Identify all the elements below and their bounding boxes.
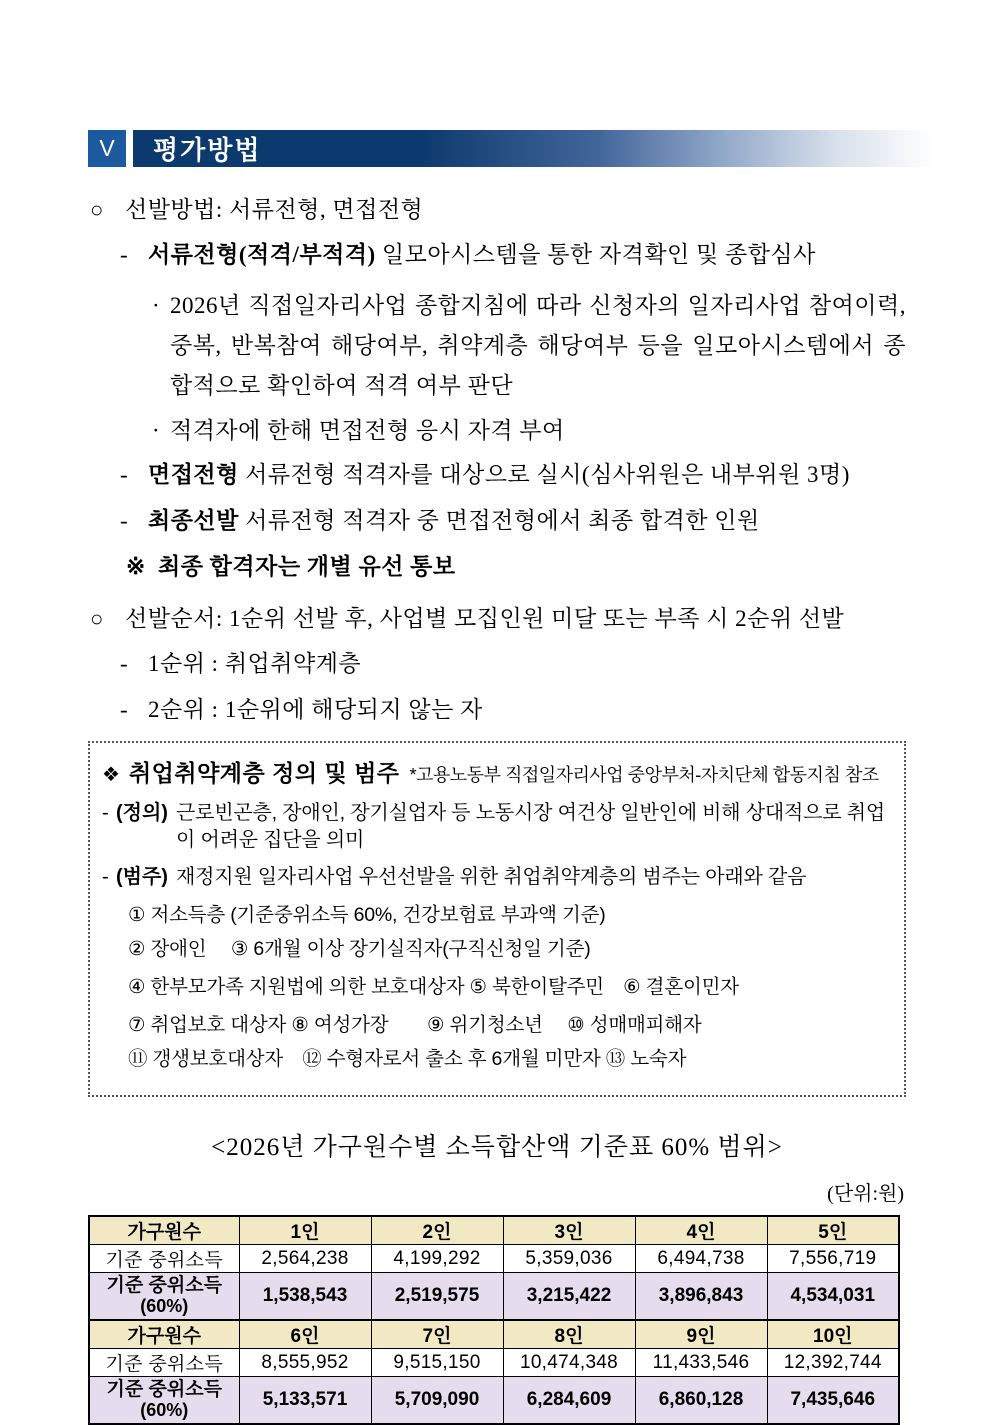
header-cell: 10인 [767, 1320, 899, 1349]
table-header-row [89, 1320, 899, 1349]
table-title: <2026년 가구원수별 소득합산액 기준표 60% 범위> [211, 1134, 783, 1161]
income-table [88, 1215, 900, 1425]
category-line: ⑦ 취업보호 대상자 ⑧ 여성가장 ⑨ 위기청소년 ⑩ 성매매피해자 [128, 1014, 702, 1036]
body-line: ○ 선발순서: 1순위 선발 후, 사업별 모집인원 미달 또는 부족 시 2순위 선발 [88, 604, 906, 634]
value-cell: 1,538,543 [239, 1273, 371, 1321]
section-title: 평가방법 [153, 135, 262, 165]
value-cell: 4,199,292 [371, 1245, 503, 1273]
header-cell: 3인 [503, 1216, 635, 1245]
body-line: - 최종선발 서류전형 적격자 중 면접전형에서 최종 합격한 인원 [88, 506, 906, 536]
box-definitions [102, 800, 894, 891]
dash-marker: - [102, 866, 109, 888]
header-cell: 6인 [239, 1320, 371, 1349]
category-line: ② 장애인 ③ 6개월 이상 장기실직자(구직신청일 기준) [128, 938, 591, 960]
body-line: - 1순위 : 취업취약계층 [88, 649, 906, 679]
bold-text: 최종선발 [148, 508, 239, 533]
box-category-list [102, 903, 894, 1072]
value-cell: 10,474,348 [503, 1349, 635, 1377]
bullet-marker: - [120, 508, 129, 533]
bullet-marker: ○ [90, 606, 104, 631]
median60-income-row [89, 1273, 899, 1321]
value-cell: 9,515,150 [371, 1349, 503, 1377]
category-line: ① 저소득층 (기준중위소득 60%, 건강보험료 부과액 기준) [128, 904, 606, 926]
definition-text: 근로빈곤층, 장애인, 장기실업자 등 노동시장 여건상 일반인에 비해 상대적으로 취업이 어려운 집단을 의미 [175, 802, 885, 851]
median-income-row [89, 1349, 899, 1377]
header-cell: 1인 [239, 1216, 371, 1245]
definition-label: (범주) [116, 866, 168, 888]
diamond-icon: ❖ [102, 764, 120, 786]
label-line1: 기준 중위소득 [106, 1275, 222, 1296]
value-cell: 12,392,744 [767, 1349, 899, 1377]
bullet-marker: ○ [90, 197, 104, 222]
box-definition-item [102, 800, 894, 854]
label-line2: (60%) [140, 1296, 189, 1316]
bold-text: 면접전형 [148, 462, 239, 487]
box-title: 취업취약계층 정의 및 범주 [128, 760, 400, 786]
header-cell: 5인 [767, 1216, 899, 1245]
body-list [88, 195, 906, 725]
value-cell: 5,133,571 [239, 1377, 371, 1425]
header-cell: 9인 [635, 1320, 767, 1349]
body-line: · 적격자에 한해 면접전형 응시 자격 부여 [88, 416, 906, 446]
section-number: V [88, 130, 126, 167]
category-line: ⑪ 갱생보호대상자 ⑫ 수형자로서 출소 후 6개월 미만자 ⑬ 노숙자 [128, 1048, 687, 1070]
bullet-marker: · [152, 418, 161, 443]
value-cell: 2,564,238 [239, 1245, 371, 1273]
value-cell: 6,494,738 [635, 1245, 767, 1273]
body-line: ○ 선발방법: 서류전형, 면접전형 [88, 195, 906, 225]
definition-text: 재정지원 일자리사업 우선선발을 위한 취업취약계층의 범주는 아래와 같음 [175, 866, 807, 888]
row-label-cell [89, 1273, 239, 1321]
value-cell: 11,433,546 [635, 1349, 767, 1377]
bold-text: 서류전형(적격/부적격) [148, 242, 376, 267]
header-cell: 2인 [371, 1216, 503, 1245]
value-cell: 2,519,575 [371, 1273, 503, 1321]
body-line: - 면접전형 서류전형 적격자를 대상으로 실시(심사위원은 내부위원 3명) [88, 460, 906, 490]
content-area [88, 130, 906, 1425]
median60-income-row [89, 1377, 899, 1425]
body-line: · 2026년 직접일자리사업 종합지침에 따라 신청자의 일자리사업 참여이력, 중복, 반복참여 해당여부, 취약계층 해당여부 등을 일모아시스템에서 종합적으로 확인하여 적격 여부 판단 [88, 286, 906, 406]
body-line: - 2순위 : 1순위에 해당되지 않는 자 [88, 695, 906, 725]
value-cell: 5,359,036 [503, 1245, 635, 1273]
category-line: ④ 한부모가족 지원법에 의한 보호대상자 ⑤ 북한이탈주민 ⑥ 결혼이민자 [128, 976, 739, 998]
label-line2: (60%) [140, 1400, 189, 1420]
corner-label-cell: 가구원수 [89, 1320, 239, 1349]
header-cell: 4인 [635, 1216, 767, 1245]
row-label-cell [89, 1377, 239, 1425]
bullet-marker: - [120, 651, 129, 676]
value-cell: 3,215,422 [503, 1273, 635, 1321]
median-income-row [89, 1245, 899, 1273]
section-header [88, 130, 934, 167]
row-label-cell: 기준 중위소득 [89, 1245, 239, 1273]
section-title-bar [133, 130, 934, 167]
box-definition-item [102, 864, 894, 891]
unit-note: (단위:원) [827, 1183, 904, 1205]
bullet-marker: - [120, 242, 129, 267]
value-cell: 8,555,952 [239, 1349, 371, 1377]
table-header-row [89, 1216, 899, 1245]
box-title-row [102, 755, 894, 788]
bullet-marker: - [120, 462, 129, 487]
label-line1: 기준 중위소득 [106, 1379, 222, 1400]
value-cell: 7,435,646 [767, 1377, 899, 1425]
bullet-marker: · [152, 293, 161, 318]
bullet-marker: ※ [126, 554, 146, 579]
box-title-note: *고용노동부 직접일자리사업 중앙부처-자치단체 합동지침 참조 [409, 765, 879, 785]
body-line: ※ 최종 합격자는 개별 유선 통보 [88, 552, 906, 582]
value-cell: 6,284,609 [503, 1377, 635, 1425]
value-cell: 7,556,719 [767, 1245, 899, 1273]
value-cell: 3,896,843 [635, 1273, 767, 1321]
bullet-marker: - [120, 697, 129, 722]
value-cell: 5,709,090 [371, 1377, 503, 1425]
row-label-cell: 기준 중위소득 [89, 1349, 239, 1377]
body-line: - 서류전형(적격/부적격) 일모아시스템을 통한 자격확인 및 종합심사 [88, 240, 906, 270]
value-cell: 4,534,031 [767, 1273, 899, 1321]
vulnerable-group-box [88, 741, 906, 1097]
header-cell: 7인 [371, 1320, 503, 1349]
dash-marker: - [102, 802, 109, 824]
header-cell: 8인 [503, 1320, 635, 1349]
corner-label-cell: 가구원수 [89, 1216, 239, 1245]
definition-label: (정의) [116, 802, 168, 824]
value-cell: 6,860,128 [635, 1377, 767, 1425]
